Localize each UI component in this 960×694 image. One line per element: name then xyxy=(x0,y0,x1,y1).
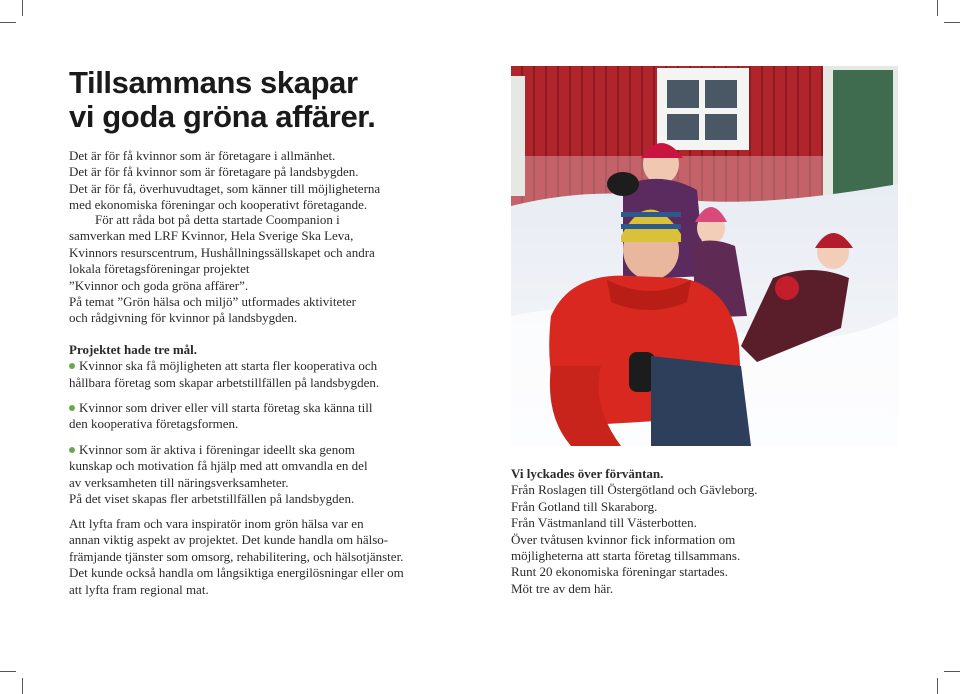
goal-line: av verksamheten till näringsverksamheter. xyxy=(69,474,289,490)
results-line: Över tvåtusen kvinnor fick information om xyxy=(511,531,736,547)
results-line: Från Roslagen till Östergötland och Gävleborg. xyxy=(511,482,758,498)
intro-line: med ekonomiska föreningar och kooperativt företagande. xyxy=(69,197,368,213)
goal-line: Kvinnor som driver eller vill starta företag ska känna till xyxy=(79,400,373,415)
crop-mark xyxy=(944,22,960,23)
title-line: Tillsammans skapar xyxy=(69,65,358,100)
goal-item xyxy=(69,358,489,374)
page-title xyxy=(69,66,489,134)
intro-line: Det är för få, överhuvudtaget, som känner till möjligheterna xyxy=(69,180,381,196)
crop-mark xyxy=(22,678,23,694)
goals-after: På det viset skapas fler arbetstillfällen på landsbygden. xyxy=(69,491,355,507)
inspiration-line: Att lyfta fram och vara inspiratör inom grön hälsa var en xyxy=(69,516,364,531)
goal-item-2 xyxy=(69,400,489,433)
goals-section xyxy=(69,342,489,391)
background-line: ”Kvinnor och goda gröna affärer”. xyxy=(69,277,249,293)
crop-mark xyxy=(0,671,16,672)
results-line: Runt 20 ekonomiska föreningar startades. xyxy=(511,564,728,580)
crop-mark xyxy=(22,0,23,16)
title-line: vi goda gröna affärer. xyxy=(69,99,376,134)
bullet-icon xyxy=(69,363,75,369)
crop-mark xyxy=(937,0,938,16)
inspiration-line: att lyfta fram regional mat. xyxy=(69,581,209,597)
intro-paragraph xyxy=(69,148,489,214)
inspiration-line: annan viktig aspekt av projektet. Det kunde handla om hälso- xyxy=(69,532,389,548)
photo-illustration xyxy=(511,66,898,446)
bullet-icon xyxy=(69,405,75,411)
goal-item-3 xyxy=(69,442,489,508)
inspiration-line: Det kunde också handla om långsiktiga energilösningar eller om xyxy=(69,565,404,581)
results-section xyxy=(511,466,911,597)
background-paragraph xyxy=(69,212,489,327)
background-line: På temat ”Grön hälsa och miljö” utformades aktiviteter xyxy=(69,294,356,310)
goal-item xyxy=(69,400,489,416)
background-line: För att råda bot på detta startade Coompanion i xyxy=(95,212,340,227)
background-line: och rådgivning för kvinnor på landsbygden. xyxy=(69,310,298,326)
goal-item xyxy=(69,442,489,458)
winter-photo xyxy=(511,66,898,446)
bullet-icon xyxy=(69,447,75,453)
results-line: Möt tre av dem här. xyxy=(511,580,614,596)
background-line: Kvinnors resurscentrum, Hushållningssällskapet och andra xyxy=(69,244,375,260)
background-line: samverkan med LRF Kvinnor, Hela Sverige Ska Leva, xyxy=(69,228,354,244)
intro-line: Det är för få kvinnor som är företagare på landsbygden. xyxy=(69,164,359,180)
crop-mark xyxy=(0,22,16,23)
intro-line: Det är för få kvinnor som är företagare i allmänhet. xyxy=(69,148,336,163)
goal-line: hållbara företag som skapar arbetstillfällen på landsbygden. xyxy=(69,374,380,390)
results-line: Från Gotland till Skaraborg. xyxy=(511,498,658,514)
results-line: Från Västmanland till Västerbotten. xyxy=(511,515,697,531)
results-heading: Vi lyckades över förväntan. xyxy=(511,466,664,481)
jeans xyxy=(651,356,751,446)
goal-line: kunskap och motivation få hjälp med att omvandla en del xyxy=(69,458,368,474)
inspiration-paragraph xyxy=(69,516,489,598)
inspiration-line: främjande tjänster som omsorg, rehabilitering, och hälsotjänster. xyxy=(69,548,404,564)
results-line: möjligheterna att starta företag tillsammans. xyxy=(511,548,741,564)
crop-mark xyxy=(937,678,938,694)
crop-mark xyxy=(944,671,960,672)
goal-line: Kvinnor som är aktiva i föreningar ideellt ska genom xyxy=(79,442,355,457)
goal-line: den kooperativa företagsformen. xyxy=(69,416,239,432)
background-line: lokala företagsföreningar projektet xyxy=(69,261,250,277)
goal-line: Kvinnor ska få möjligheten att starta fler kooperativa och xyxy=(79,358,378,374)
goals-heading: Projektet hade tre mål. xyxy=(69,342,198,357)
